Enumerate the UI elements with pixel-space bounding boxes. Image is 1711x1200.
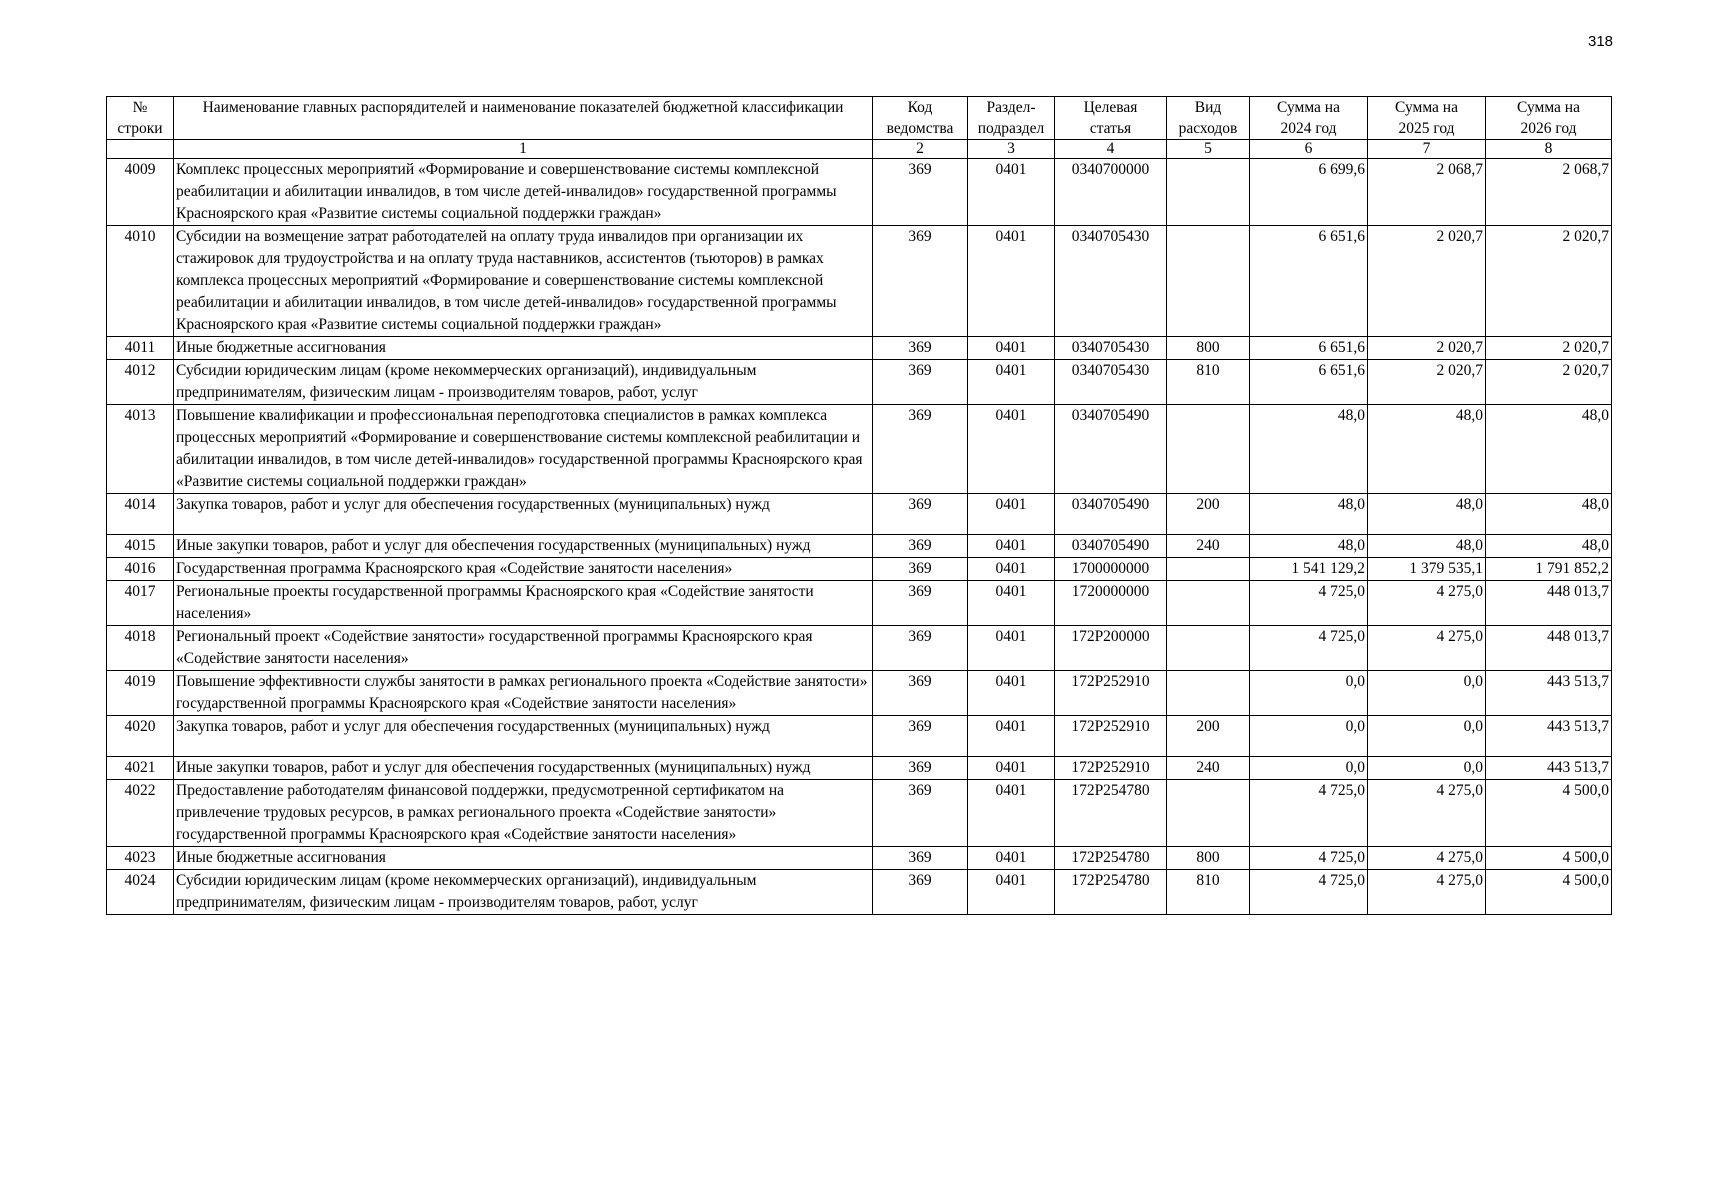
sum-2025-cell: 48,0 <box>1368 405 1486 494</box>
sum-2025-cell: 0,0 <box>1368 757 1486 780</box>
dept-code-cell: 369 <box>873 405 968 494</box>
dept-code-cell: 369 <box>873 535 968 558</box>
row-name-cell: Субсидии юридическим лицам (кроме некоммерческих организаций), индивидуальным предпринимателям, физическим лицам - производителям товаров, работ, услуг <box>174 870 873 915</box>
sum-2024-cell: 48,0 <box>1250 405 1368 494</box>
table-row <box>107 716 1612 757</box>
row-name-cell: Иные закупки товаров, работ и услуг для обеспечения государственных (муниципальных) нужд <box>174 535 873 558</box>
column-number-blank <box>107 140 174 159</box>
row-name-cell: Предоставление работодателям финансовой поддержки, предусмотренной сертификатом на привлечение трудовых ресурсов, в рамках регионального проекта «Содействие занятости» государственной программы Красноярского края «Содействие занятости населения» <box>174 780 873 847</box>
sum-2025-cell: 0,0 <box>1368 716 1486 757</box>
expense-type-cell <box>1167 405 1250 494</box>
table-row <box>107 757 1612 780</box>
row-name-cell: Иные бюджетные ассигнования <box>174 337 873 360</box>
expense-type-cell: 810 <box>1167 360 1250 405</box>
row-number-cell: 4010 <box>107 226 174 337</box>
row-name-cell: Закупка товаров, работ и услуг для обеспечения государственных (муниципальных) нужд <box>174 716 873 757</box>
row-number-cell: 4024 <box>107 870 174 915</box>
table-row <box>107 558 1612 581</box>
row-name-cell: Государственная программа Красноярского края «Содействие занятости населения» <box>174 558 873 581</box>
expense-type-cell: 200 <box>1167 716 1250 757</box>
row-number-cell: 4017 <box>107 581 174 626</box>
header-sum-2026: Сумма на 2026 год <box>1486 97 1612 140</box>
sum-2024-cell: 6 651,6 <box>1250 337 1368 360</box>
column-number: 8 <box>1486 140 1612 159</box>
section-cell: 0401 <box>968 226 1055 337</box>
row-number-cell: 4011 <box>107 337 174 360</box>
header-row <box>107 97 1612 140</box>
expense-type-cell <box>1167 581 1250 626</box>
sum-2024-cell: 4 725,0 <box>1250 626 1368 671</box>
row-name-cell: Иные закупки товаров, работ и услуг для обеспечения государственных (муниципальных) нужд <box>174 757 873 780</box>
row-number-cell: 4023 <box>107 847 174 870</box>
dept-code-cell: 369 <box>873 360 968 405</box>
table-row <box>107 159 1612 226</box>
row-name-cell: Иные бюджетные ассигнования <box>174 847 873 870</box>
sum-2025-cell: 0,0 <box>1368 671 1486 716</box>
table-row <box>107 671 1612 716</box>
target-article-cell: 0340705490 <box>1055 494 1167 535</box>
row-number-cell: 4015 <box>107 535 174 558</box>
sum-2025-cell: 4 275,0 <box>1368 870 1486 915</box>
column-number: 3 <box>968 140 1055 159</box>
table-row <box>107 626 1612 671</box>
row-number-cell: 4009 <box>107 159 174 226</box>
sum-2024-cell: 1 541 129,2 <box>1250 558 1368 581</box>
table-row <box>107 870 1612 915</box>
section-cell: 0401 <box>968 780 1055 847</box>
expense-type-cell <box>1167 780 1250 847</box>
table-row <box>107 226 1612 337</box>
sum-2024-cell: 4 725,0 <box>1250 581 1368 626</box>
header-sum-2025: Сумма на 2025 год <box>1368 97 1486 140</box>
sum-2025-cell: 4 275,0 <box>1368 780 1486 847</box>
sum-2026-cell: 4 500,0 <box>1486 847 1612 870</box>
header-section: Раздел- подраздел <box>968 97 1055 140</box>
sum-2024-cell: 0,0 <box>1250 671 1368 716</box>
row-number-cell: 4022 <box>107 780 174 847</box>
table-body <box>107 159 1612 915</box>
section-cell: 0401 <box>968 626 1055 671</box>
table-row <box>107 535 1612 558</box>
section-cell: 0401 <box>968 581 1055 626</box>
column-number: 1 <box>174 140 873 159</box>
row-number-cell: 4021 <box>107 757 174 780</box>
row-name-cell: Повышение эффективности службы занятости в рамках регионального проекта «Содействие занятости» государственной программы Красноярского края «Содействие занятости населения» <box>174 671 873 716</box>
sum-2024-cell: 4 725,0 <box>1250 847 1368 870</box>
section-cell: 0401 <box>968 870 1055 915</box>
dept-code-cell: 369 <box>873 757 968 780</box>
section-cell: 0401 <box>968 671 1055 716</box>
header-dept-code: Код ведомства <box>873 97 968 140</box>
sum-2026-cell: 4 500,0 <box>1486 780 1612 847</box>
expense-type-cell: 800 <box>1167 337 1250 360</box>
dept-code-cell: 369 <box>873 494 968 535</box>
column-number: 2 <box>873 140 968 159</box>
dept-code-cell: 369 <box>873 226 968 337</box>
section-cell: 0401 <box>968 159 1055 226</box>
section-cell: 0401 <box>968 360 1055 405</box>
sum-2026-cell: 48,0 <box>1486 535 1612 558</box>
sum-2026-cell: 448 013,7 <box>1486 581 1612 626</box>
expense-type-cell: 200 <box>1167 494 1250 535</box>
section-cell: 0401 <box>968 494 1055 535</box>
dept-code-cell: 369 <box>873 558 968 581</box>
row-number-cell: 4019 <box>107 671 174 716</box>
sum-2024-cell: 6 651,6 <box>1250 226 1368 337</box>
table-row <box>107 780 1612 847</box>
sum-2026-cell: 48,0 <box>1486 405 1612 494</box>
target-article-cell: 172P200000 <box>1055 626 1167 671</box>
sum-2024-cell: 0,0 <box>1250 716 1368 757</box>
sum-2026-cell: 2 068,7 <box>1486 159 1612 226</box>
target-article-cell: 172P252910 <box>1055 716 1167 757</box>
sum-2024-cell: 6 651,6 <box>1250 360 1368 405</box>
target-article-cell: 0340705490 <box>1055 535 1167 558</box>
sum-2026-cell: 443 513,7 <box>1486 671 1612 716</box>
sum-2025-cell: 2 020,7 <box>1368 360 1486 405</box>
dept-code-cell: 369 <box>873 847 968 870</box>
column-number: 5 <box>1167 140 1250 159</box>
dept-code-cell: 369 <box>873 870 968 915</box>
sum-2024-cell: 48,0 <box>1250 494 1368 535</box>
table-row <box>107 360 1612 405</box>
target-article-cell: 0340705490 <box>1055 405 1167 494</box>
expense-type-cell: 240 <box>1167 757 1250 780</box>
dept-code-cell: 369 <box>873 671 968 716</box>
table-row <box>107 405 1612 494</box>
expense-type-cell <box>1167 558 1250 581</box>
target-article-cell: 1700000000 <box>1055 558 1167 581</box>
row-name-cell: Субсидии юридическим лицам (кроме некоммерческих организаций), индивидуальным предпринимателям, физическим лицам - производителям товаров, работ, услуг <box>174 360 873 405</box>
section-cell: 0401 <box>968 716 1055 757</box>
column-number-row <box>107 140 1612 159</box>
sum-2024-cell: 6 699,6 <box>1250 159 1368 226</box>
row-number-cell: 4016 <box>107 558 174 581</box>
section-cell: 0401 <box>968 337 1055 360</box>
sum-2026-cell: 2 020,7 <box>1486 360 1612 405</box>
header-sum-2024: Сумма на 2024 год <box>1250 97 1368 140</box>
table-row <box>107 494 1612 535</box>
section-cell: 0401 <box>968 535 1055 558</box>
sum-2025-cell: 4 275,0 <box>1368 626 1486 671</box>
target-article-cell: 172P252910 <box>1055 671 1167 716</box>
target-article-cell: 0340705430 <box>1055 337 1167 360</box>
target-article-cell: 172P254780 <box>1055 847 1167 870</box>
target-article-cell: 0340705430 <box>1055 360 1167 405</box>
budget-table <box>106 96 1612 915</box>
sum-2025-cell: 2 020,7 <box>1368 226 1486 337</box>
sum-2025-cell: 48,0 <box>1368 494 1486 535</box>
sum-2024-cell: 0,0 <box>1250 757 1368 780</box>
row-number-cell: 4018 <box>107 626 174 671</box>
expense-type-cell: 810 <box>1167 870 1250 915</box>
table-row <box>107 581 1612 626</box>
dept-code-cell: 369 <box>873 159 968 226</box>
row-number-cell: 4012 <box>107 360 174 405</box>
expense-type-cell <box>1167 226 1250 337</box>
dept-code-cell: 369 <box>873 337 968 360</box>
row-name-cell: Региональный проект «Содействие занятости» государственной программы Красноярского края «Содействие занятости населения» <box>174 626 873 671</box>
target-article-cell: 172P252910 <box>1055 757 1167 780</box>
sum-2026-cell: 448 013,7 <box>1486 626 1612 671</box>
row-number-cell: 4013 <box>107 405 174 494</box>
column-number: 7 <box>1368 140 1486 159</box>
row-name-cell: Региональные проекты государственной программы Красноярского края «Содействие занятости населения» <box>174 581 873 626</box>
table-row <box>107 337 1612 360</box>
column-number: 6 <box>1250 140 1368 159</box>
target-article-cell: 172P254780 <box>1055 870 1167 915</box>
sum-2024-cell: 48,0 <box>1250 535 1368 558</box>
dept-code-cell: 369 <box>873 716 968 757</box>
header-row-number: № строки <box>107 97 174 140</box>
target-article-cell: 1720000000 <box>1055 581 1167 626</box>
expense-type-cell <box>1167 671 1250 716</box>
sum-2025-cell: 48,0 <box>1368 535 1486 558</box>
sum-2025-cell: 2 020,7 <box>1368 337 1486 360</box>
sum-2025-cell: 2 068,7 <box>1368 159 1486 226</box>
row-name-cell: Закупка товаров, работ и услуг для обеспечения государственных (муниципальных) нужд <box>174 494 873 535</box>
target-article-cell: 172P254780 <box>1055 780 1167 847</box>
sum-2026-cell: 2 020,7 <box>1486 226 1612 337</box>
dept-code-cell: 369 <box>873 581 968 626</box>
sum-2026-cell: 2 020,7 <box>1486 337 1612 360</box>
section-cell: 0401 <box>968 405 1055 494</box>
sum-2025-cell: 1 379 535,1 <box>1368 558 1486 581</box>
row-name-cell: Повышение квалификации и профессиональная переподготовка специалистов в рамках комплекса процессных мероприятий «Формирование и совершенствование системы комплексной реабилитации и абилитации инвалидов, в том числе детей-инвалидов» государственной программы Красноярского края «Развитие системы социальной поддержки граждан» <box>174 405 873 494</box>
target-article-cell: 0340700000 <box>1055 159 1167 226</box>
header-expense-type: Вид расходов <box>1167 97 1250 140</box>
row-number-cell: 4014 <box>107 494 174 535</box>
row-name-cell: Субсидии на возмещение затрат работодателей на оплату труда инвалидов при организации их стажировок для трудоустройства и на оплату труда наставников, ассистентов (тьюторов) в рамках комплекса процессных мероприятий «Формирование и совершенствование системы комплексной реабилитации и абилитации инвалидов, в том числе детей-инвалидов» государственной программы Красноярского края «Развитие системы социальной поддержки граждан» <box>174 226 873 337</box>
expense-type-cell: 800 <box>1167 847 1250 870</box>
sum-2024-cell: 4 725,0 <box>1250 870 1368 915</box>
sum-2026-cell: 1 791 852,2 <box>1486 558 1612 581</box>
expense-type-cell: 240 <box>1167 535 1250 558</box>
section-cell: 0401 <box>968 558 1055 581</box>
sum-2026-cell: 443 513,7 <box>1486 757 1612 780</box>
target-article-cell: 0340705430 <box>1055 226 1167 337</box>
table-row <box>107 847 1612 870</box>
dept-code-cell: 369 <box>873 780 968 847</box>
sum-2025-cell: 4 275,0 <box>1368 847 1486 870</box>
section-cell: 0401 <box>968 757 1055 780</box>
expense-type-cell <box>1167 626 1250 671</box>
header-name: Наименование главных распорядителей и наименование показателей бюджетной классификации <box>174 97 873 140</box>
expense-type-cell <box>1167 159 1250 226</box>
section-cell: 0401 <box>968 847 1055 870</box>
column-number: 4 <box>1055 140 1167 159</box>
sum-2026-cell: 48,0 <box>1486 494 1612 535</box>
sum-2024-cell: 4 725,0 <box>1250 780 1368 847</box>
sum-2026-cell: 443 513,7 <box>1486 716 1612 757</box>
row-number-cell: 4020 <box>107 716 174 757</box>
row-name-cell: Комплекс процессных мероприятий «Формирование и совершенствование системы комплексной реабилитации и абилитации инвалидов, в том числе детей-инвалидов» государственной программы Красноярского края «Развитие системы социальной поддержки граждан» <box>174 159 873 226</box>
header-target-article: Целевая статья <box>1055 97 1167 140</box>
sum-2025-cell: 4 275,0 <box>1368 581 1486 626</box>
dept-code-cell: 369 <box>873 626 968 671</box>
page-number: 318 <box>1588 33 1614 50</box>
sum-2026-cell: 4 500,0 <box>1486 870 1612 915</box>
